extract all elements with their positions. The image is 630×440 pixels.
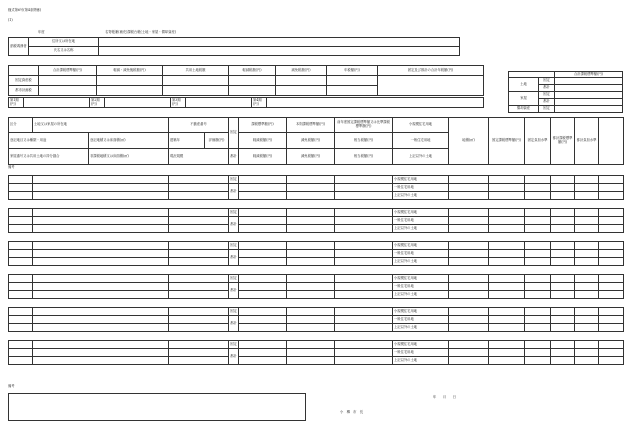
col-nontax: 非課税地積又は床面積(㎡) — [89, 149, 169, 165]
col-r-fixed-base: 固定課税標準額(円) — [489, 118, 525, 165]
name-value[interactable] — [99, 47, 460, 56]
col-main: 本則課税標準額(円) — [287, 118, 335, 133]
row-land-type: 小規模住宅用地 — [393, 341, 449, 349]
installment-2-label: 第2期(円) — [90, 98, 105, 108]
col-location: 土地又は家屋の所在地 — [33, 118, 169, 133]
detail-header-table — [8, 117, 624, 165]
row-land-type: 上記以外の土地 — [393, 192, 449, 200]
col-kubun: 区分 — [9, 118, 33, 133]
row-city-label: 都計 — [229, 217, 239, 233]
col-small-res: 小規模住宅用地 — [393, 118, 449, 133]
row-fixed-label: 固定 — [229, 341, 239, 349]
row-fixed-label: 固定 — [229, 242, 239, 250]
col-gen-res: 一般住宅用地 — [393, 133, 449, 149]
col-curr-scale: 現況規模 — [169, 149, 229, 165]
col-fixed: 固定 — [229, 118, 239, 149]
totals-corner — [9, 66, 39, 76]
row-land-type: 上記以外の土地 — [393, 258, 449, 266]
remarks-label: 備考 — [8, 165, 15, 169]
row-city-label: 都計 — [229, 250, 239, 266]
side-group-label: 家屋 — [509, 92, 539, 106]
row-land-type: 小規模住宅用地 — [393, 242, 449, 250]
col-r-city-base: 都計課税標準額(円) — [551, 118, 575, 165]
side-summary-table — [508, 71, 623, 113]
form-label: 様式第6号(第4条関係) — [8, 8, 42, 12]
totals-header: 軽減税額(円) — [229, 66, 276, 76]
col-land-area: 地積(㎡) — [449, 118, 489, 165]
side-item: 固定 — [539, 78, 555, 85]
col-reg-land: 登記地目又は種類・用途 — [9, 133, 89, 149]
footer-remarks-label: 備考 — [8, 384, 15, 388]
col-eval: 評価額(円) — [205, 133, 229, 149]
totals-row-label: 固定資産税 — [9, 76, 39, 86]
name-label: 氏名又は名称 — [29, 47, 99, 56]
totals-header: 減免税額(円) — [276, 66, 327, 76]
row-land-type: 小規模住宅用地 — [393, 275, 449, 283]
footer-date: 年 月 日 — [433, 395, 457, 399]
col-reduce: 減免税額(円) — [287, 133, 335, 149]
row-land-type: 小規模住宅用地 — [393, 308, 449, 316]
address-label: 住所又は所在地 — [29, 38, 99, 47]
col-tax-city: 相当税額(円) — [335, 149, 393, 165]
row-land-type: 上記以外の土地 — [393, 225, 449, 233]
side-item: 都計 — [539, 85, 555, 92]
installment-1-label: 第1期(円) — [9, 98, 24, 108]
row-land-type: 一般住宅用地 — [393, 349, 449, 357]
detail-row-block — [8, 307, 624, 332]
totals-row-label: 都市計画税 — [9, 86, 39, 96]
totals-header: 軽減・減免後税額(円) — [97, 66, 163, 76]
taxpayer-title: 納税義務者 — [9, 38, 29, 56]
row-land-type: 上記以外の土地 — [393, 291, 449, 299]
side-item: 固定 — [539, 106, 555, 113]
row-land-type: 上記以外の土地 — [393, 324, 449, 332]
col-tax: 相当税額(円) — [335, 133, 393, 149]
installments-table — [8, 97, 484, 108]
col-owner: 家屋番号又は共用土地の持分割合 — [9, 149, 89, 165]
row-city-label: 都計 — [229, 316, 239, 332]
col-num: 不動産番号 — [169, 118, 229, 133]
row-city-label: 都計 — [229, 184, 239, 200]
detail-row-block — [8, 208, 624, 233]
side-item: 都計 — [539, 99, 555, 106]
row-land-type: 一般住宅用地 — [393, 184, 449, 192]
row-land-type: 一般住宅用地 — [393, 283, 449, 291]
detail-row-block — [8, 241, 624, 266]
installment-3-label: 第3期(円) — [171, 98, 186, 108]
row-fixed-label: 固定 — [229, 308, 239, 316]
row-land-type: 上記以外の土地 — [393, 357, 449, 365]
footer-signer: 小 樽 市 長 — [340, 410, 364, 414]
row-city-label: 都計 — [229, 349, 239, 365]
form-number: (1) — [8, 18, 13, 22]
col-relief-city: 軽減税額(円) — [239, 149, 287, 165]
col-r-fixed-rate: 固定負担水準 — [525, 118, 551, 165]
year-label: 年度 — [38, 30, 45, 34]
totals-header: 固定及び都計の合計年税額(円) — [378, 66, 484, 76]
row-fixed-label: 固定 — [229, 176, 239, 184]
col-relief: 軽減税額(円) — [239, 133, 287, 149]
totals-table — [8, 65, 484, 96]
side-group-label: 償却資産 — [509, 106, 539, 113]
col-prev: 前年度固定課税標準額又は比準課税標準額(円) — [335, 118, 393, 133]
col-reduce-city: 減免税額(円) — [287, 149, 335, 165]
col-base: 課税標準額(円) — [239, 118, 287, 133]
col-r-city-rate: 都計負担水準 — [575, 118, 599, 165]
installment-4-label: 第4期(円) — [252, 98, 267, 108]
totals-header: 合計課税標準額(円) — [39, 66, 97, 76]
col-build-year: 建築年 — [169, 133, 205, 149]
row-land-type: 小規模住宅用地 — [393, 176, 449, 184]
form-title: 名寄帳兼(補充)課税台帳(土地・家屋・償却資産) — [105, 30, 177, 34]
address-value[interactable] — [99, 38, 460, 47]
col-other-land: 上記以外の土地 — [393, 149, 449, 165]
totals-header: 年税額(円) — [327, 66, 378, 76]
col-reg-area: 登記地積又は床面積(㎡) — [89, 133, 169, 149]
row-city-label: 都計 — [229, 283, 239, 299]
row-land-type: 一般住宅用地 — [393, 316, 449, 324]
row-land-type: 小規模住宅用地 — [393, 209, 449, 217]
totals-header: 共用土地税額 — [163, 66, 229, 76]
side-group-label: 土地 — [509, 78, 539, 92]
detail-row-block — [8, 340, 624, 365]
row-fixed-label: 固定 — [229, 209, 239, 217]
side-summary-header: 合計課税標準額(円) — [555, 72, 623, 78]
taxpayer-table — [8, 37, 460, 56]
row-land-type: 一般住宅用地 — [393, 217, 449, 225]
footer-remarks-box[interactable] — [8, 393, 306, 421]
detail-row-block — [8, 274, 624, 299]
side-item: 固定 — [539, 92, 555, 99]
detail-row-block — [8, 175, 624, 200]
row-fixed-label: 固定 — [229, 275, 239, 283]
row-land-type: 一般住宅用地 — [393, 250, 449, 258]
col-city: 都計 — [229, 149, 239, 165]
